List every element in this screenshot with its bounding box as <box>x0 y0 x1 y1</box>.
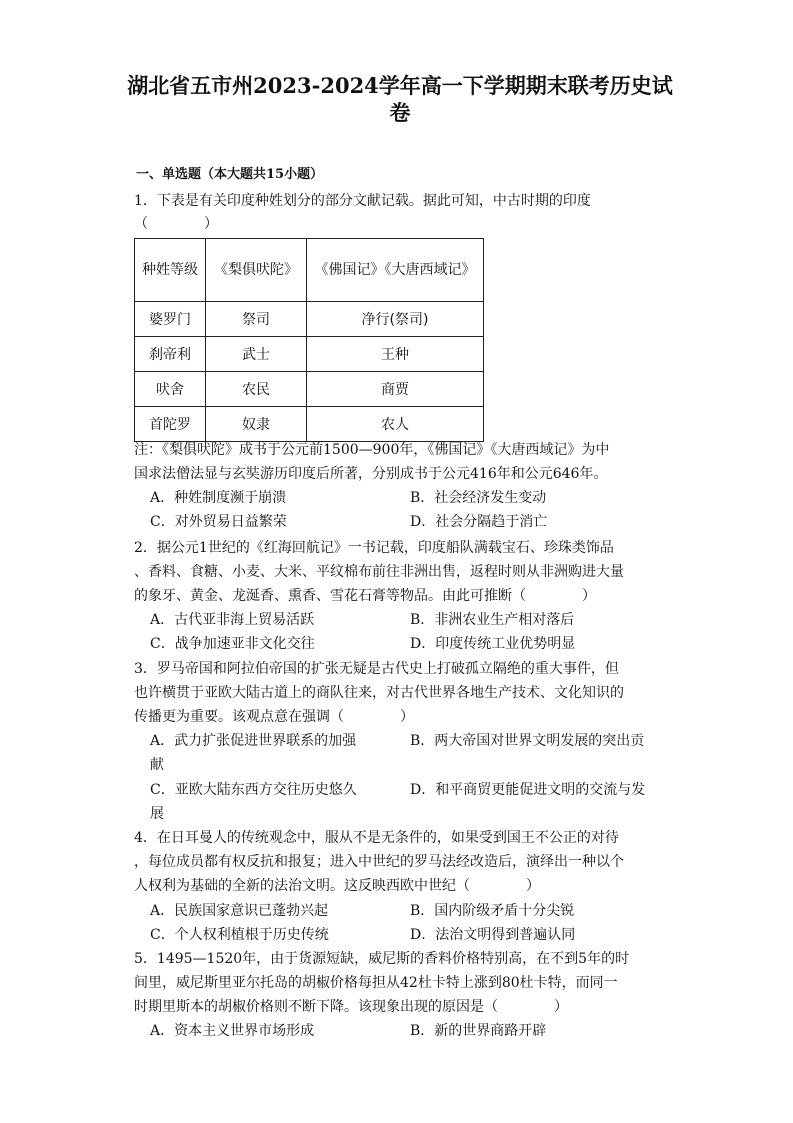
q3-option-c: C．亚欧大陆东西方交往历史悠久 <box>150 782 357 798</box>
q2-stem-line-1: 2．据公元1世纪的《红海回航记》一书记载，印度船队满载宝石、珍珠类饰品 <box>134 540 614 556</box>
table-row <box>135 302 484 337</box>
q3-stem-line-3: 传播更为重要。该观点意在强调（ ） <box>134 709 414 725</box>
table-cell: 农民 <box>206 372 307 407</box>
q1-option-d: D．社会分隔趋于消亡 <box>410 514 548 530</box>
table-cell: 祭司 <box>206 302 307 337</box>
table-header-cell: 《佛国记》《大唐西域记》 <box>307 239 484 302</box>
table-row <box>135 337 484 372</box>
q4-stem-line-2: ，每位成员都有权反抗和报复；进入中世纪的罗马法经改造后，演绎出一种以个 <box>134 854 624 870</box>
table-cell: 商贾 <box>307 372 484 407</box>
q4-stem-line-3: 人权利为基础的全新的法治文明。这反映西欧中世纪（ ） <box>134 878 540 894</box>
table-header-row <box>135 239 484 302</box>
q5-stem-line-2: 间里，威尼斯里亚尔托岛的胡椒价格每担从42杜卡特上涨到80杜卡特，而同一 <box>134 975 618 991</box>
q2-option-d: D．印度传统工业优势明显 <box>410 636 576 652</box>
title-line-1: 湖北省五市州2023-2024学年高一下学期期末联考历史试 <box>127 73 673 98</box>
table-cell: 婆罗门 <box>135 302 206 337</box>
q4-stem-line-1: 4．在日耳曼人的传统观念中，服从不是无条件的，如果受到国王不公正的对待 <box>134 830 619 846</box>
q1-stem-line-2: （ ） <box>134 216 218 232</box>
q5-option-a: A．资本主义世界市场形成 <box>150 1023 315 1039</box>
q3-option-b: B．两大帝国对世界文明发展的突出贡 <box>410 733 645 749</box>
q2-option-a: A．古代亚非海上贸易活跃 <box>150 612 315 628</box>
q2-option-c: C．战争加速亚非文化交往 <box>150 636 315 652</box>
q2-stem-line-3: 的象牙、黄金、龙涎香、熏香、雪花石膏等物品。由此可推断（ ） <box>134 588 596 604</box>
q1-option-a: A．种姓制度濒于崩溃 <box>150 490 287 506</box>
q1-stem-line-1: 1．下表是有关印度种姓划分的部分文献记载。据此可知，中古时期的印度 <box>134 193 591 209</box>
q1-note-line-1: 注：《梨俱吠陀》成书于公元前1500—900年，《佛国记》《大唐西域记》为中 <box>134 442 610 458</box>
table-cell: 首陀罗 <box>135 407 206 442</box>
table-row <box>135 407 484 442</box>
q3-option-d: D．和平商贸更能促进文明的交流与发 <box>410 782 646 798</box>
table-cell: 刹帝利 <box>135 337 206 372</box>
q5-stem-line-1: 5．1495—1520年，由于货源短缺，威尼斯的香料价格特别高，在不到5年的时 <box>134 951 630 967</box>
table-header-cell: 种姓等级 <box>135 239 206 302</box>
q5-stem-line-3: 时期里斯本的胡椒价格则不断下降。该现象出现的原因是（ ） <box>134 999 568 1015</box>
caste-table <box>134 238 484 442</box>
q3-option-a: A．武力扩张促进世界联系的加强 <box>150 733 357 749</box>
title-line-2: 卷 <box>389 100 411 125</box>
page-title <box>120 72 680 126</box>
q3-option-b-continuation: 献 <box>150 757 164 773</box>
table-cell: 王种 <box>307 337 484 372</box>
q1-option-b: B．社会经济发生变动 <box>410 490 547 506</box>
q4-option-c: C．个人权利植根于历史传统 <box>150 927 329 943</box>
table-cell: 武士 <box>206 337 307 372</box>
q1-option-c: C．对外贸易日益繁荣 <box>150 514 287 530</box>
q2-option-b: B．非洲农业生产相对落后 <box>410 612 575 628</box>
table-cell: 吠舍 <box>135 372 206 407</box>
q4-option-b: B．国内阶级矛盾十分尖锐 <box>410 903 575 919</box>
q1-note-line-2: 国求法僧法显与玄奘游历印度后所著，分别成书于公元416年和公元646年。 <box>134 466 608 482</box>
q4-option-d: D．法治文明得到普遍认同 <box>410 927 576 943</box>
q3-option-d-continuation: 展 <box>150 806 164 822</box>
table-cell: 净行(祭司) <box>307 302 484 337</box>
q3-stem-line-2: 也许横贯于亚欧大陆古道上的商队往来，对古代世界各地生产技术、文化知识的 <box>134 685 624 701</box>
q4-option-a: A．民族国家意识已蓬勃兴起 <box>150 903 329 919</box>
section-heading: 一、单选题（本大题共15小题） <box>136 167 324 182</box>
q2-stem-line-2: 、香料、食糖、小麦、大米、平纹棉布前往非洲出售，返程时则从非洲购进大量 <box>134 564 624 580</box>
table-cell: 奴隶 <box>206 407 307 442</box>
table-cell: 农人 <box>307 407 484 442</box>
q5-option-b: B．新的世界商路开辟 <box>410 1023 547 1039</box>
q3-stem-line-1: 3．罗马帝国和阿拉伯帝国的扩张无疑是古代史上打破孤立隔绝的重大事件，但 <box>134 661 619 677</box>
table-row <box>135 372 484 407</box>
table-header-cell: 《梨俱吠陀》 <box>206 239 307 302</box>
